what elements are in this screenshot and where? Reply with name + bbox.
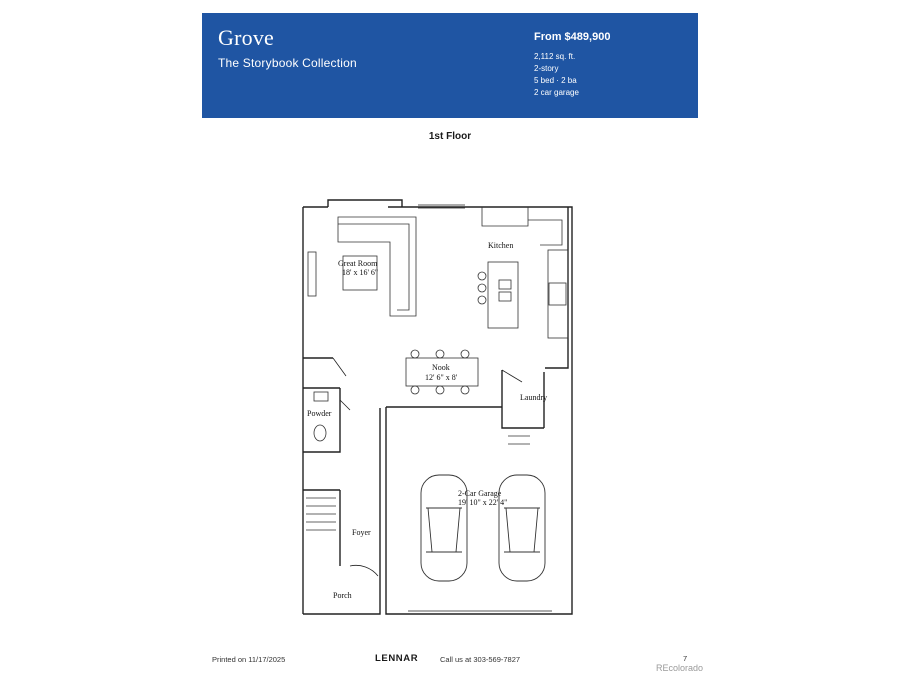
vanity xyxy=(314,392,328,401)
great-room-dims: 18' x 16' 6" xyxy=(342,268,379,277)
kitchen-right-wall xyxy=(545,207,568,368)
exterior-wall xyxy=(402,207,572,368)
laundry-door xyxy=(502,370,522,382)
garage-label: 2-Car Garage xyxy=(458,489,502,498)
car-right xyxy=(499,475,545,581)
stool xyxy=(478,272,486,280)
kitchen-label: Kitchen xyxy=(488,241,514,250)
page-number: 7 xyxy=(683,654,688,663)
powder-wall xyxy=(303,358,340,452)
foyer-label: Foyer xyxy=(352,528,371,537)
nook-label: Nook xyxy=(432,363,450,372)
garage-dims: 19' 10" x 22' 4" xyxy=(458,498,508,507)
contact-phone[interactable]: Call us at 303-569-7827 xyxy=(440,655,521,664)
printed-date: Printed on 11/17/2025 xyxy=(212,655,286,664)
foyer-door xyxy=(350,565,378,576)
sink xyxy=(499,280,511,289)
plan-header xyxy=(202,13,698,118)
dining-table xyxy=(406,350,478,394)
powder-label: Powder xyxy=(307,409,332,418)
floor-plan xyxy=(290,190,590,630)
stool xyxy=(478,296,486,304)
fireplace xyxy=(308,252,316,296)
recolorado-watermark: REcolorado xyxy=(656,663,704,673)
spec-list xyxy=(534,51,579,99)
powder-door xyxy=(333,358,350,410)
laundry-label: Laundry xyxy=(520,393,548,402)
spec-garage: 2 car garage xyxy=(534,88,579,97)
nook-dims: 12' 6" x 8' xyxy=(425,373,458,382)
exterior-wall xyxy=(303,200,402,207)
kitchen-island xyxy=(488,262,518,328)
range xyxy=(549,283,566,305)
kitchen-cabinets xyxy=(478,207,568,338)
spec-stories: 2-story xyxy=(534,64,559,73)
great-room-label: Great Room xyxy=(338,259,378,268)
toilet xyxy=(314,425,326,441)
spec-sqft: 2,112 sq. ft. xyxy=(534,52,576,61)
stool xyxy=(478,284,486,292)
lennar-logo: LENNAR xyxy=(375,653,419,664)
plan-title: Grove xyxy=(218,25,274,50)
spec-bed-bath: 5 bed · 2 ba xyxy=(534,76,577,85)
price: From $489,900 xyxy=(534,31,611,43)
floor-label: 1st Floor xyxy=(428,131,472,142)
collection-name: The Storybook Collection xyxy=(218,56,357,70)
stair-wall xyxy=(303,490,340,566)
porch-label: Porch xyxy=(333,591,352,600)
